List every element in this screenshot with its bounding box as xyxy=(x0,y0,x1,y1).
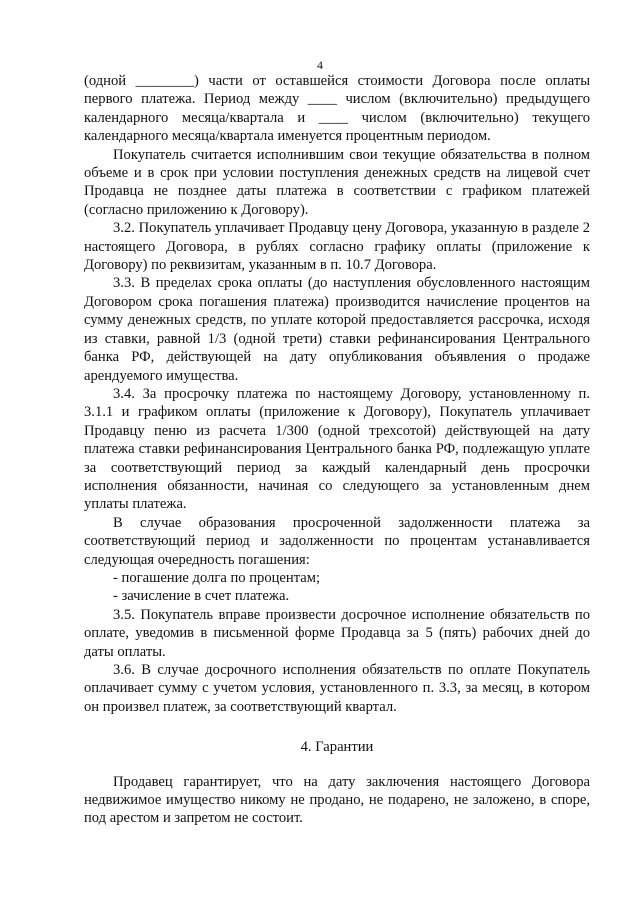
document-body xyxy=(84,72,590,828)
paragraph-overdue-order: В случае образования просроченной задолженности платежа за соответствующий период и задолженности по процентам устанавливается следующая очередность погашения: xyxy=(84,514,590,568)
paragraph-obligations-fulfilled: Покупатель считается исполнившим свои текущие обязательства в полном объеме и в срок при условии поступления денежных средств на лицевой счет Продавца не позднее даты платежа в соответствии с графиком платежей (согласно приложению к Договору). xyxy=(84,146,590,218)
paragraph-3-4: 3.4. За просрочку платежа по настоящему Договору, установленному п. 3.1.1 и графиком оплаты (приложение к Договору), Покупатель уплачивает Продавцу пеню из расчета 1/300 (одной трехсотой) действующей на дату платежа ставки рефинансирования Центрального банка РФ, подлежащую уплате за соответствующий период за каждый календарный день просрочки исполнения обязанности, начиная со следующего за установленным днем уплаты платежа. xyxy=(84,385,590,513)
page-number: 4 xyxy=(317,58,323,72)
list-item-payment-credit: - зачисление в счет платежа. xyxy=(113,588,290,605)
section-heading-guarantees: 4. Гарантии xyxy=(300,739,374,756)
paragraph-3-3: 3.3. В пределах срока оплаты (до наступления обусловленного настоящим Договором срока погашения платежа) производится начисление процентов на сумму денежных средств, по уплате которой предоставляется рассрочка, исходя из ставки, равной 1/3 (одной трети) ставки рефинансирования Центрального банка РФ, действующей на дату опубликования объявления о продаже арендуемого имущества. xyxy=(84,275,590,384)
paragraph-3-2: 3.2. Покупатель уплачивает Продавцу цену Договора, указанную в разделе 2 настоящего Договора, в рублях согласно графику оплаты (приложение к Договору) по реквизитам, указанным в п. 10.7 Договора. xyxy=(84,220,590,274)
paragraph-3-5: 3.5. Покупатель вправе произвести досрочное исполнение обязательств по оплате, уведомив в письменной форме Продавца за 5 (пять) рабочих дней до даты оплаты. xyxy=(84,606,590,660)
paragraph-seller-guarantee: Продавец гарантирует, что на дату заключения настоящего Договора недвижимое имущество никому не продано, не подарено, не заложено, в споре, под арестом и запретом не состоит. xyxy=(84,773,590,827)
paragraph-3-6: 3.6. В случае досрочного исполнения обязательств по оплате Покупатель оплачивает сумму с учетом условия, установленного п. 3.3, за месяц, в котором он произвел платеж, за соответствующий квартал. xyxy=(84,662,590,715)
list-item-interest-debt: - погашение долга по процентам; xyxy=(113,569,321,586)
paragraph-installment-period: (одной ________) части от оставшейся стоимости Договора после оплаты первого платежа. Период между ____ числом (включительно) предыдущего календарного месяца/квартала и ____ числом (включительно) текущего календарного месяца/квартала именуется процентным периодом. xyxy=(84,73,590,145)
